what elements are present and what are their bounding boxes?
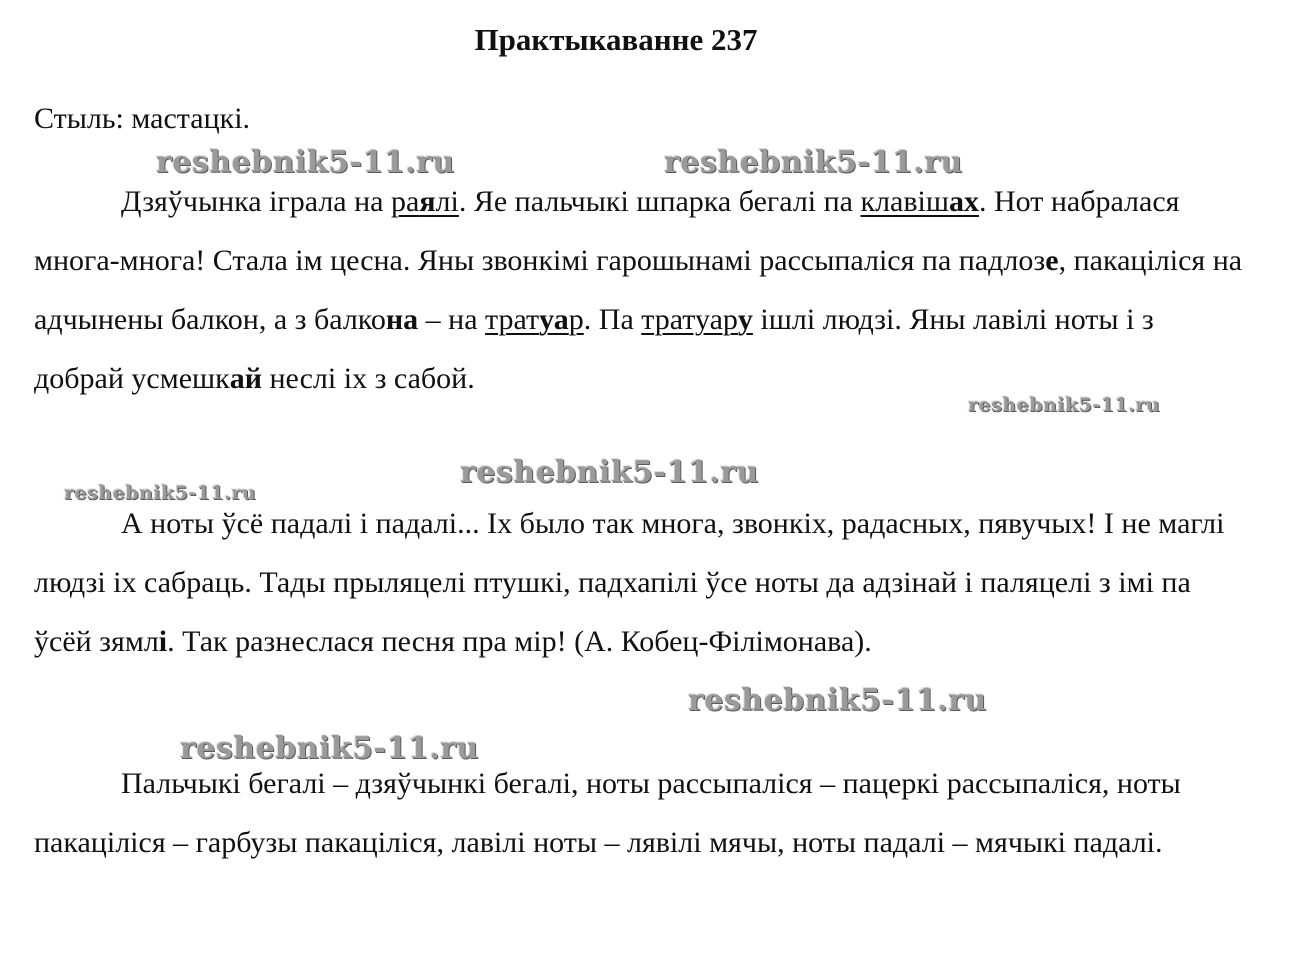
text-fragment: неслі іх з сабой. <box>262 362 475 395</box>
underlined-word: тратуару <box>641 303 753 336</box>
underlined-word: раялі <box>390 185 459 218</box>
underlined-word: тратуар <box>485 303 584 336</box>
watermark: reshebnik5-11.ru <box>64 482 257 504</box>
watermark: reshebnik5-11.ru <box>156 145 455 180</box>
text-fragment: А ноты ўсё падалі і падалі... Іх было так многа, звонкіх, радасных, пявучых! І не маглі людзі іх сабраць. Тады прыляцелі птушкі, падхапілі ўсе ноты да адзінай і паляцелі з імі па ўсёй зямл <box>34 507 1225 658</box>
text-fragment: ішлі людзі. Яны лавілі ноты і з добрай усмешк <box>34 303 1154 395</box>
watermark: reshebnik5-11.ru <box>968 394 1161 416</box>
text-fragment: – на <box>418 303 486 336</box>
bold-ending: на <box>385 303 419 336</box>
watermark: reshebnik5-11.ru <box>460 455 759 490</box>
text-fragment: . Па <box>583 303 642 336</box>
text-fragment: , пакаціліся на адчынены балкон, а з балко <box>34 244 1243 336</box>
underlined-word: клавішах <box>860 185 979 218</box>
watermark: reshebnik5-11.ru <box>664 145 963 180</box>
text-fragment: . Яе пальчыкі шпарка бегалі па <box>458 185 861 218</box>
watermark: reshebnik5-11.ru <box>180 731 479 766</box>
text-fragment: Дзяўчынка іграла на <box>121 185 391 218</box>
paragraph-1 <box>34 172 1244 408</box>
style-line: Стыль: мастацкі. <box>34 102 251 135</box>
bold-ending: е <box>1045 244 1059 277</box>
bold-ending: ай <box>229 362 262 395</box>
page-title: Практыкаванне 237 <box>474 22 758 57</box>
paragraph-2 <box>34 494 1244 671</box>
text-fragment: . Так разнеслася песня пра мір! (А. Кобец-Філімонава). <box>167 625 872 658</box>
paragraph-3: Пальчыкі бегалі – дзяўчынкі бегалі, ноты рассыпаліся – пацеркі рассыпаліся, ноты пакаціліся – гарбузы пакаціліся, лавілі ноты – лявілі мячы, ноты падалі – мячыкі падалі. <box>34 767 1181 859</box>
bold-ending: і <box>158 625 168 658</box>
text-fragment: . Нот набралася многа-многа! Стала ім цесна. Яны звонкімі гарошынамі рассыпаліся па падлоз <box>34 185 1180 277</box>
watermark: reshebnik5-11.ru <box>688 683 987 718</box>
